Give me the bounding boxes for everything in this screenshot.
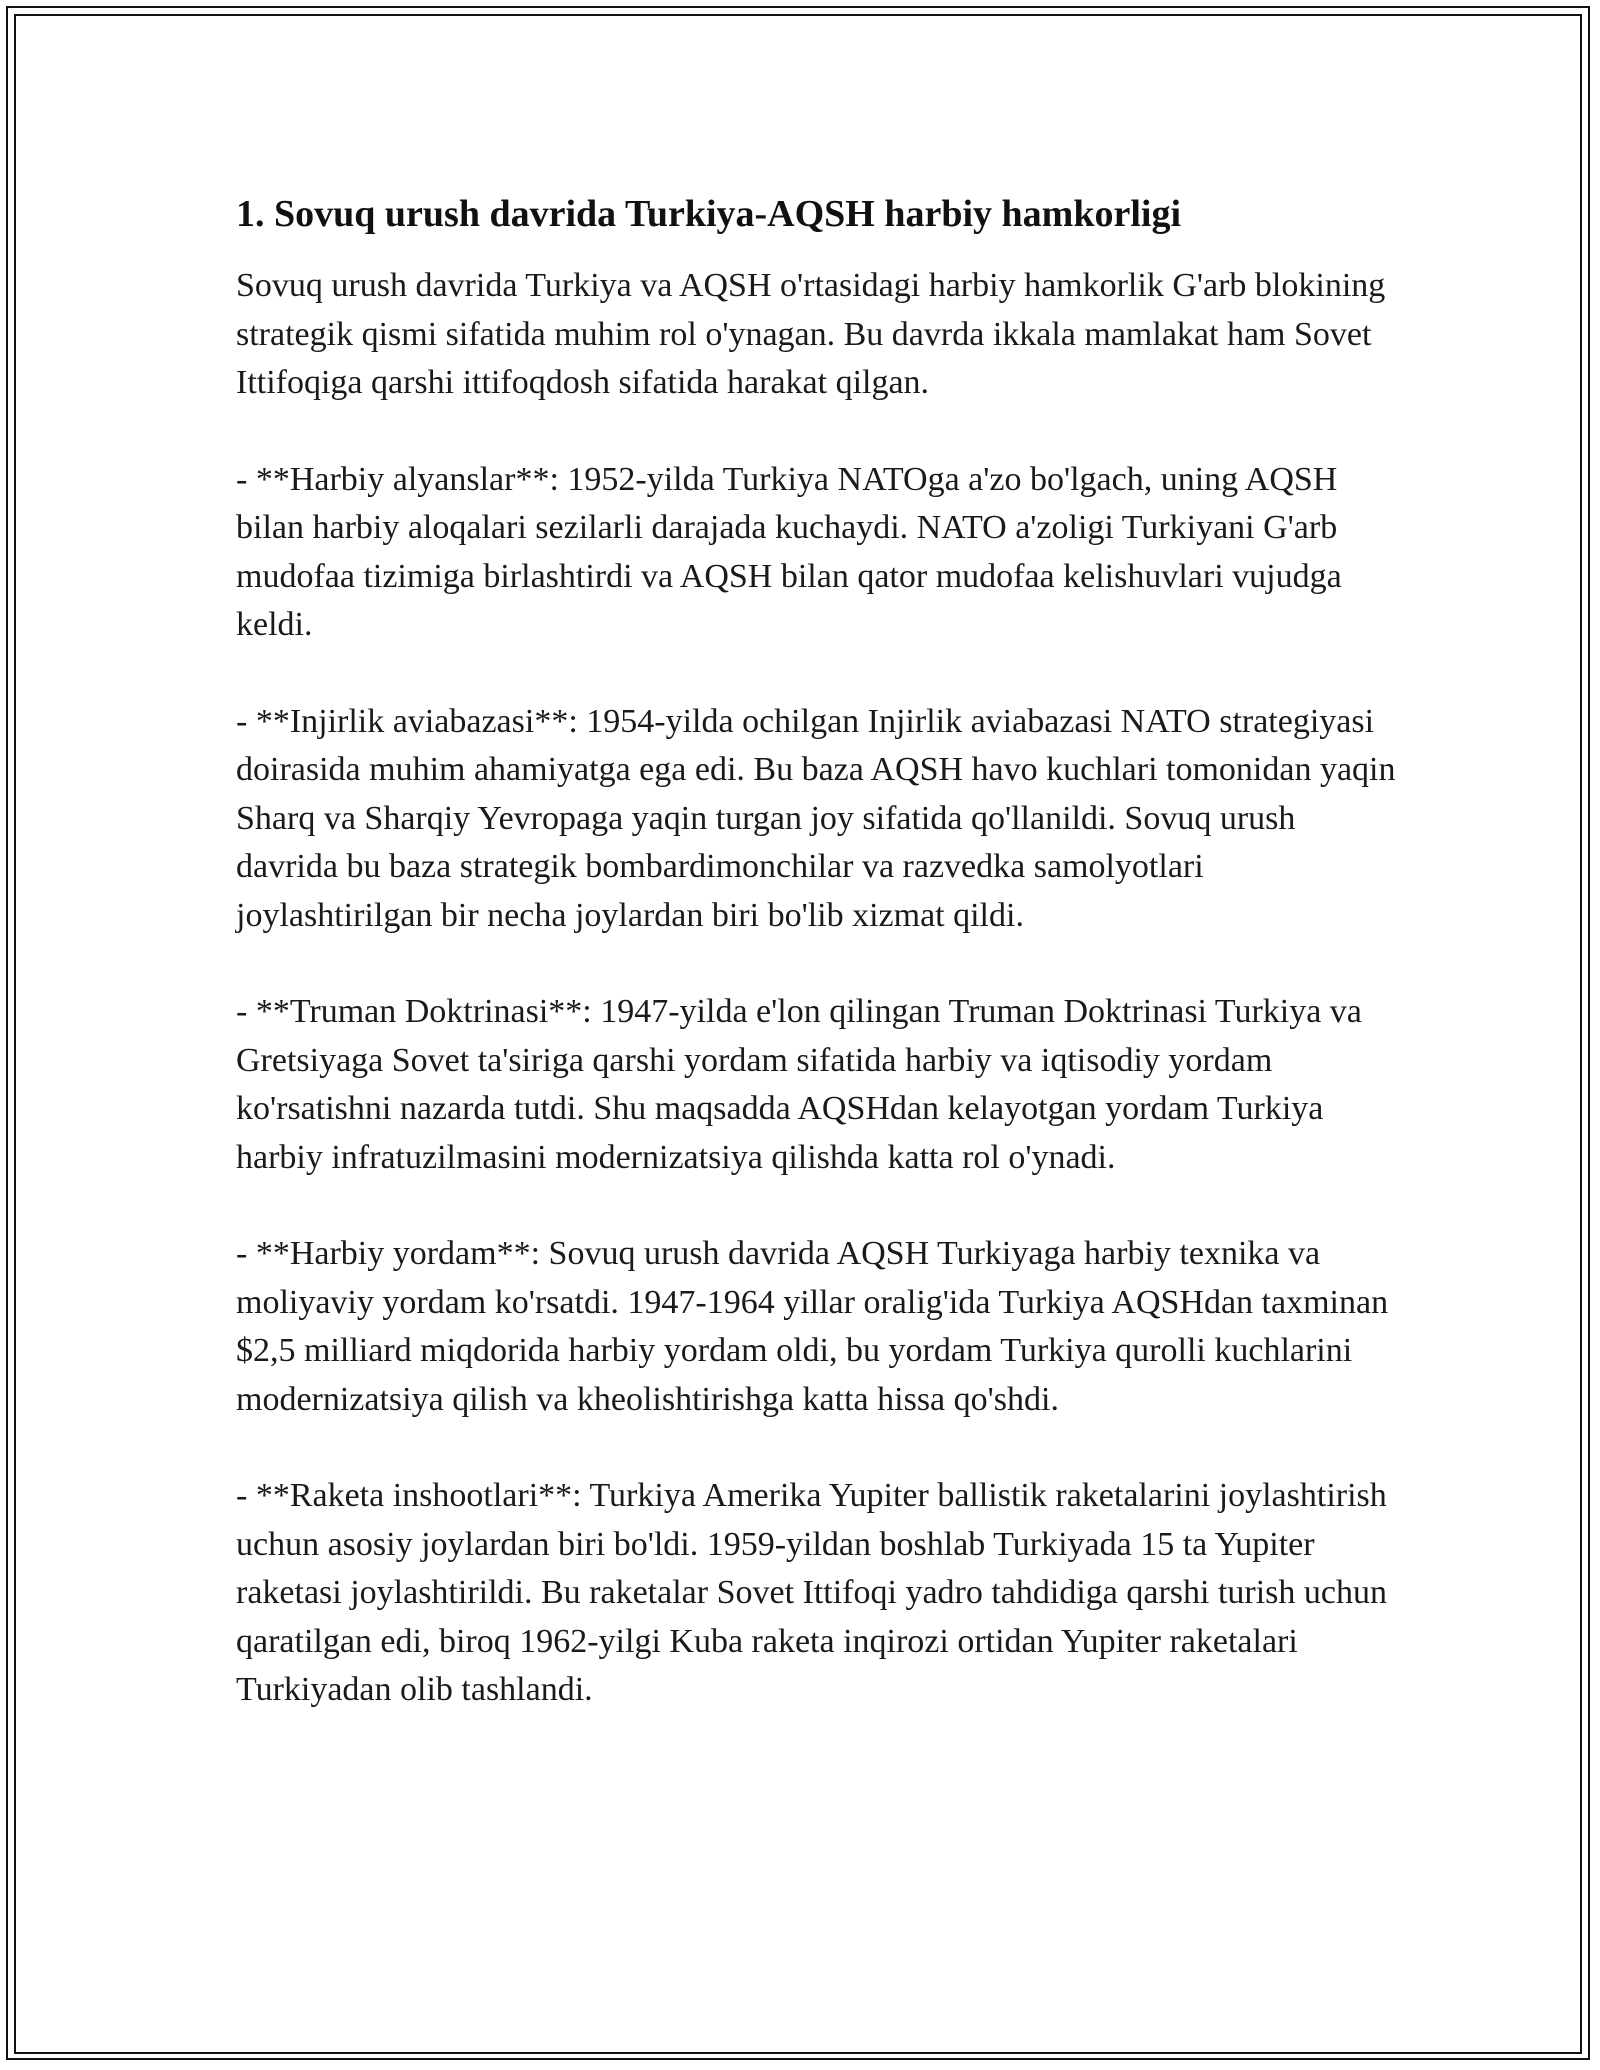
section-military-alliances: - **Harbiy alyanslar**: 1952-yilda Turkiya NATOga a'zo bo'lgach, uning AQSH bilan harbiy aloqalari sezilarli darajada kuchaydi. NATO a'zoligi Turkiyani G'arb mudofaa tizimiga birlashtirdi va AQSH bilan qator mudofaa kelishuvlari vujudga keldi.	[236, 460, 1342, 643]
section-truman-doctrine: - **Truman Doktrinasi**: 1947-yilda e'lon qilingan Truman Doktrinasi Turkiya va Gretsiyaga Sovet ta'siriga qarshi yordam sifatida harbiy va iqtisodiy yordam ko'rsatishni nazarda tutdi. Shu maqsadda AQSHdan kelayotgan yordam Turkiya harbiy infratuzilmasini modernizatsiya qilishda katta rol o'ynadi.	[236, 993, 1362, 1176]
section-incirlik-airbase: - **Injirlik aviabazasi**: 1954-yilda ochilgan Injirlik aviabazasi NATO strategiyasi doirasida muhim ahamiyatga ega edi. Bu baza AQSH havo kuchlari tomonidan yaqin Sharq va Sharqiy Yevropaga yaqin turgan joy sifatida qo'llanildi. Sovuq urush davrida bu baza strategik bombardimonchilar va razvedka samolyotlari joylashtirilgan bir necha joylardan biri bo'lib xizmat qildi.	[236, 702, 1396, 934]
document-body	[236, 186, 1396, 1763]
document-title: 1. Sovuq urush davrida Turkiya-AQSH harbiy hamkorligi	[236, 193, 1182, 235]
intro-paragraph: Sovuq urush davrida Turkiya va AQSH o'rtasidagi harbiy hamkorlik G'arb blokining strategik qismi sifatida muhim rol o'ynagan. Bu davrda ikkala mamlakat ham Sovet Ittifoqiga qarshi ittifoqdosh sifatida harakat qilgan.	[236, 267, 1386, 401]
section-military-aid: - **Harbiy yordam**: Sovuq urush davrida AQSH Turkiyaga harbiy texnika va moliyaviy yordam ko'rsatdi. 1947-1964 yillar oralig'ida Turkiya AQSHdan taxminan $2,5 milliard miqdorida harbiy yordam oldi, bu yordam Turkiya qurolli kuchlarini modernizatsiya qilish va kheolishtirishga katta hissa qo'shdi.	[236, 1235, 1389, 1418]
section-missile-installations: - **Raketa inshootlari**: Turkiya Amerika Yupiter ballistik raketalarini joylashtirish uchun asosiy joylardan biri bo'ldi. 1959-yildan boshlab Turkiyada 15 ta Yupiter raketasi joylashtirildi. Bu raketalar Sovet Ittifoqi yadro tahdidiga qarshi turish uchun qaratilgan edi, biroq 1962-yilgi Kuba raketa inqirozi ortidan Yupiter raketalari Turkiyadan olib tashlandi.	[236, 1477, 1388, 1708]
